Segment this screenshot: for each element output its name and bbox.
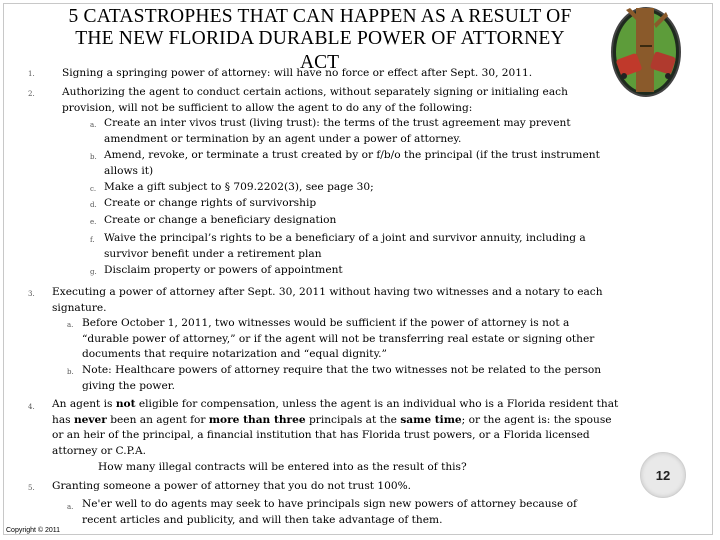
item-4-part-1: An agent is	[52, 398, 116, 410]
item-5a-label: a.	[67, 503, 74, 511]
item-4-part-5: ; or the agent is: the spouse or an heir of the principal, a financial institution that has Florida trust powers, or a Florida licensed attorney or C.P.A.	[52, 413, 612, 457]
item-2f-label: f.	[90, 236, 95, 244]
item-2e-label: e.	[90, 218, 97, 226]
item-2a-text: Create an inter vivos trust (living trust): the terms of the trust agreement may prevent amendment or termination by an agent under a power of attorney.	[104, 117, 571, 145]
item-1-text: Signing a springing power of attorney: will have no force or effect after Sept. 30, 2011.	[62, 67, 533, 79]
title-line-3: ACT	[300, 52, 339, 73]
item-5-text: Granting someone a power of attorney that you do not trust 100%.	[52, 480, 412, 492]
item-3b-text: Note: Healthcare powers of attorney require that the two witnesses not be related to the person giving the power.	[82, 364, 602, 392]
item-2b-label: b.	[90, 153, 97, 161]
item-2c-label: c.	[90, 185, 97, 193]
item-2-number: 2.	[28, 90, 35, 98]
item-1-number: 1.	[28, 70, 35, 78]
item-2g-text: Disclaim property or powers of appointment	[104, 264, 343, 276]
question-text: How many illegal contracts will be entered into as the result of this?	[98, 461, 467, 473]
item-2d-text: Create or change rights of survivorship	[104, 197, 317, 209]
item-4-number: 4.	[28, 403, 35, 411]
item-4-bold-more-than-three: more than three	[208, 413, 306, 426]
title-line-2: THE NEW FLORIDA DURABLE POWER OF ATTORNEY	[75, 28, 565, 49]
slide-title	[0, 6, 640, 50]
item-2e-text: Create or change a beneficiary designation	[104, 214, 337, 226]
item-5a-text: Ne'er well to do agents may seek to have principals sign new powers of attorney because of recent articles and publicity, and will then take advantage of them.	[82, 498, 577, 526]
item-2c-text: Make a gift subject to § 709.2202(3), see page 30;	[104, 181, 374, 193]
item-2b-text: Amend, revoke, or terminate a trust created by or f/b/o the principal (if the trust instrument allows it)	[104, 149, 600, 177]
item-4-text	[52, 397, 622, 459]
item-3-number: 3.	[28, 290, 35, 298]
item-2g-label: g.	[90, 268, 97, 276]
item-3-text: Executing a power of attorney after Sept. 30, 2011 without having two witnesses and a notary to each signature.	[52, 286, 603, 314]
item-4-part-3: been an agent for	[106, 413, 209, 426]
item-2d-label: d.	[90, 201, 97, 209]
item-2f-text: Waive the principal’s rights to be a beneficiary of a joint and survivor annuity, including a survivor benefit under a retirement plan	[104, 232, 586, 260]
item-2a-label: a.	[90, 121, 97, 129]
item-2-text: Authorizing the agent to conduct certain actions, without separately signing or initialing each provision, will not be sufficient to allow the agent to do any of the following:	[62, 86, 568, 114]
item-3a-text: Before October 1, 2011, two witnesses would be sufficient if the power of attorney is not a “durable power of attorney,” or if the agent will not be transferring real estate or signing other documents that require notarization and “equal dignity.”	[82, 317, 595, 361]
item-3a-label: a.	[67, 321, 74, 329]
item-4-bold-not: not	[115, 398, 136, 410]
title-line-1: 5 CATASTROPHES THAT CAN HAPPEN AS A RESULT OF	[68, 6, 572, 27]
item-4-bold-never: never	[73, 413, 107, 426]
copyright-notice: Copyright © 2011	[6, 527, 61, 534]
page-number-badge: 12	[640, 452, 686, 498]
item-4-part-2: eligible for compensation, unless the agent is an individual who is a Florida resident that has	[52, 398, 619, 426]
item-3b-label: b.	[67, 368, 74, 376]
item-4-bold-same-time: same time	[400, 413, 462, 426]
item-5-number: 5.	[28, 484, 35, 492]
tree-crash-logo-icon	[604, 0, 688, 104]
item-4-part-4: principals at the	[305, 413, 401, 426]
